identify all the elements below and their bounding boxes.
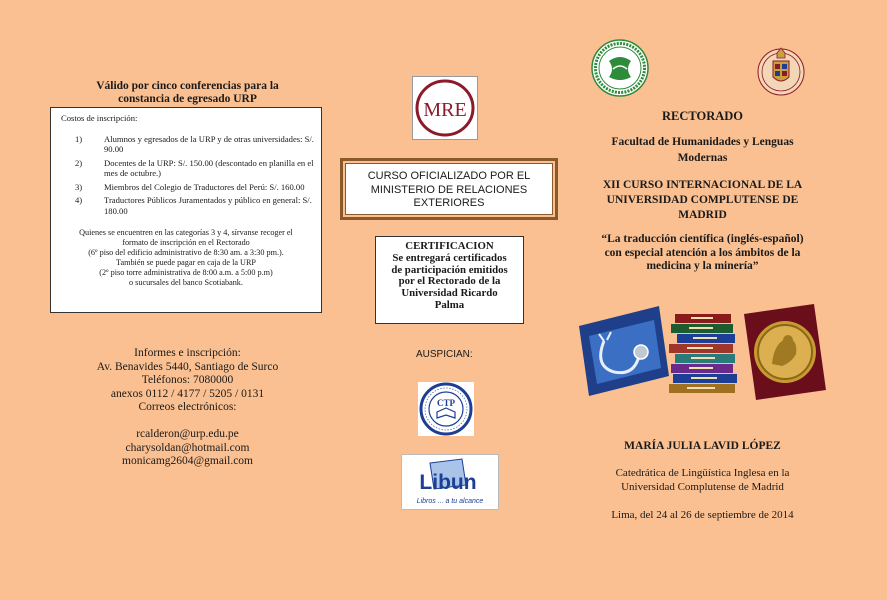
validity-line-1: Válido por cinco conferencias para la (96, 80, 279, 92)
cost-item: 3) Miembros del Colegio de Traductores del Perú: S/. 160.00 (75, 181, 305, 192)
svg-text:CTP: CTP (437, 398, 455, 408)
contact-info (60, 347, 315, 469)
speaker-name: MARÍA JULIA LAVID LÓPEZ (624, 440, 781, 452)
validity-note (60, 80, 315, 106)
info-emails-label: Correos electrónicos: (138, 401, 237, 414)
course-topic: “La traducción científica (inglés-español) con especial atención a los ámbitos de la medicina y la minería” (601, 233, 804, 273)
urp-seal-logo (591, 39, 649, 97)
cost-item: 4) Traductores Públicos Juramentados y público en general: S/. 180.00 (75, 195, 312, 216)
ucm-seal-logo (753, 43, 809, 99)
payment-note: Quienes se encuentren en las categorías 3 y 4, sírvanse recoger el formato de inscripción en el Rectorado (6º piso del edificio administrativo de 8:30 am. a 3:30 pm.). También se puede pagar en caja de la URP (2º piso torre administrativa de 8:00 a.m. a 5:00 p.m) o sucursales del banco Scotiabank. (79, 228, 293, 287)
info-phones: Teléfonos: 7080000 (141, 374, 234, 387)
email-link[interactable]: charysoldan@hotmail.com (125, 441, 250, 454)
validity-line-2: constancia de egresado URP (118, 93, 257, 105)
info-title: Informes e inscripción: (134, 347, 241, 359)
libun-logo-text: Libun (419, 471, 477, 494)
speaker-position: Catedrática de Lingüística Inglesa en la Universidad Complutense de Madrid (615, 467, 790, 494)
costs-list (57, 134, 315, 217)
rectorado-heading: RECTORADO (661, 109, 744, 123)
stethoscope-image (579, 306, 669, 396)
official-course-box (340, 158, 558, 220)
cost-item: 2) Docentes de la URP: S/. 150.00 (descontado en planilla en el mes de octubre.) (75, 157, 314, 178)
official-line-3: EXTERIORES (413, 197, 485, 209)
mre-logo (412, 76, 478, 140)
mre-logo-text: MRE (423, 99, 467, 121)
medal-image (744, 304, 826, 400)
cost-item: 1) Alumnos y egresados de la URP y de otras universidades: S/. 90.00 (75, 133, 314, 154)
ctp-seal-logo (418, 382, 474, 436)
cert-title: CERTIFICACION (405, 240, 494, 252)
costs-title: Costos de inscripción: (61, 113, 138, 123)
official-line-1: CURSO OFICIALIZADO POR EL (367, 170, 531, 182)
info-extensions: anexos 0112 / 4177 / 5205 / 0131 (110, 387, 265, 400)
course-heading: XII CURSO INTERNACIONAL DE LA UNIVERSIDAD COMPLUTENSE DE MADRID (602, 179, 803, 221)
books-stack-image (665, 306, 745, 396)
libun-tagline: Libros ... a tu alcance (416, 498, 484, 505)
sponsors-label: AUSPICIAN: (416, 349, 473, 360)
info-address: Av. Benavides 5440, Santiago de Surco (96, 360, 279, 373)
email-link[interactable]: rcalderon@urp.edu.pe (136, 427, 239, 440)
libun-logo (401, 454, 499, 510)
event-date: Lima, del 24 al 26 de septiembre de 2014 (611, 509, 794, 521)
faculty-heading: Facultad de Humanidades y Lenguas Modernas (611, 136, 794, 164)
email-link[interactable]: monicamg2604@gmail.com (122, 455, 253, 468)
official-line-2: MINISTERIO DE RELACIONES (370, 183, 528, 196)
registration-costs-box (50, 107, 322, 313)
certification-box: CERTIFICACION Se entregará certificados de participación emitidos por el Rectorado de la Universidad Ricardo Palma (375, 236, 524, 324)
